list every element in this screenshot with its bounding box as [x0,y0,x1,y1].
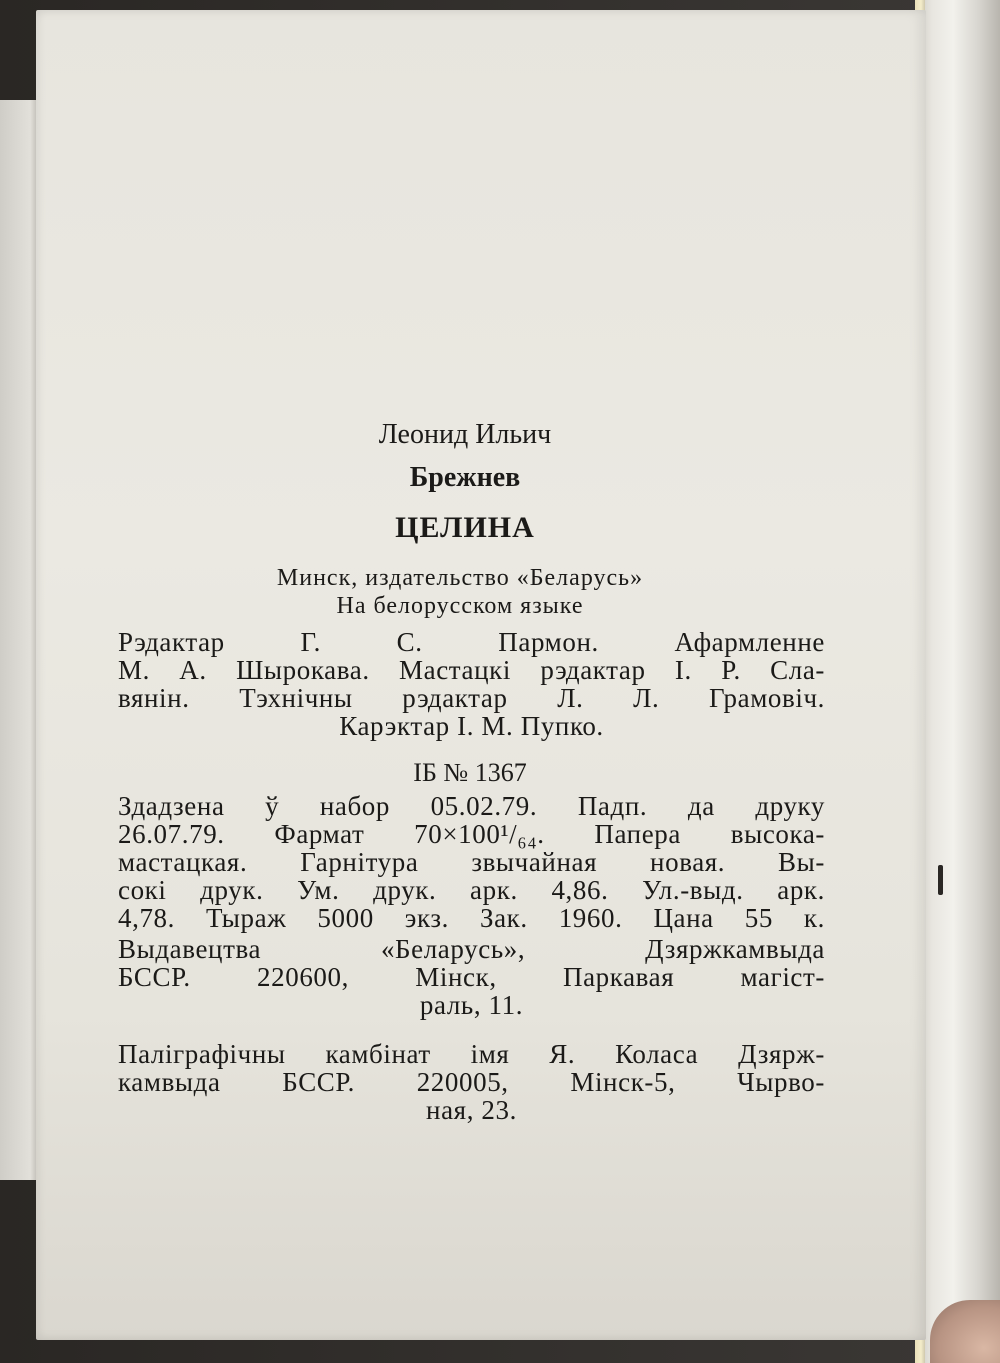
print-details-line: сокі друк. Ум. друк. арк. 4,86. Ул.-выд. арк. [118,875,825,905]
print-details-line: Здадзена ў набор 05.02.79. Падп. да друку [118,791,825,821]
book-title: ЦЕЛИНА [395,511,535,544]
author-first-name: Леонид Ильич [378,419,552,450]
print-details-line: 4,78. Тыраж 5000 экз. Зак. 1960. Цана 55 к. [118,903,825,933]
printer-address-block [118,1040,825,1124]
printer-address-line: камвыда БССР. 220005, Мінск-5, Чырво- [118,1067,825,1097]
printer-address-line: Паліграфічны камбінат імя Я. Коласа Дзярж- [118,1039,825,1069]
author-last-name: Брежнев [409,462,521,493]
publisher-address-block [118,935,825,1019]
publisher-address-line: Выдавецтва «Беларусь», Дзяржкамвыда [118,934,825,964]
credits-line: вянін. Тэхнічны рэдактар Л. Л. Грамовіч. [118,683,825,713]
credits-line: Карэктар І. М. Пупко. [339,711,604,741]
printer-address-line: ная, 23. [426,1095,517,1125]
publisher-address-line: БССР. 220600, Мінск, Паркавая магіст- [118,962,825,992]
credits-line: Рэдактар Г. С. Пармон. Афармленне [118,627,825,657]
print-details-line: 26.07.79. Фармат 70×100¹/₆₄. Папера высока- [118,819,825,849]
adjacent-page-edge [0,100,38,1180]
print-details-block [118,792,825,932]
binding-mark [938,865,943,895]
credits-block [118,628,825,740]
credits-line: М. А. Шырокава. Мастацкі рэдактар І. Р. Сла- [118,655,825,685]
ib-number: ІБ № 1367 [413,758,527,787]
book-binding [915,0,1000,1363]
language-line: На белорусском языке [336,593,584,619]
print-details-line: мастацкая. Гарнітура звычайная новая. Вы- [118,847,825,877]
publisher-address-line: раль, 11. [419,990,524,1020]
publisher-line: Минск, издательство «Беларусь» [276,565,644,591]
